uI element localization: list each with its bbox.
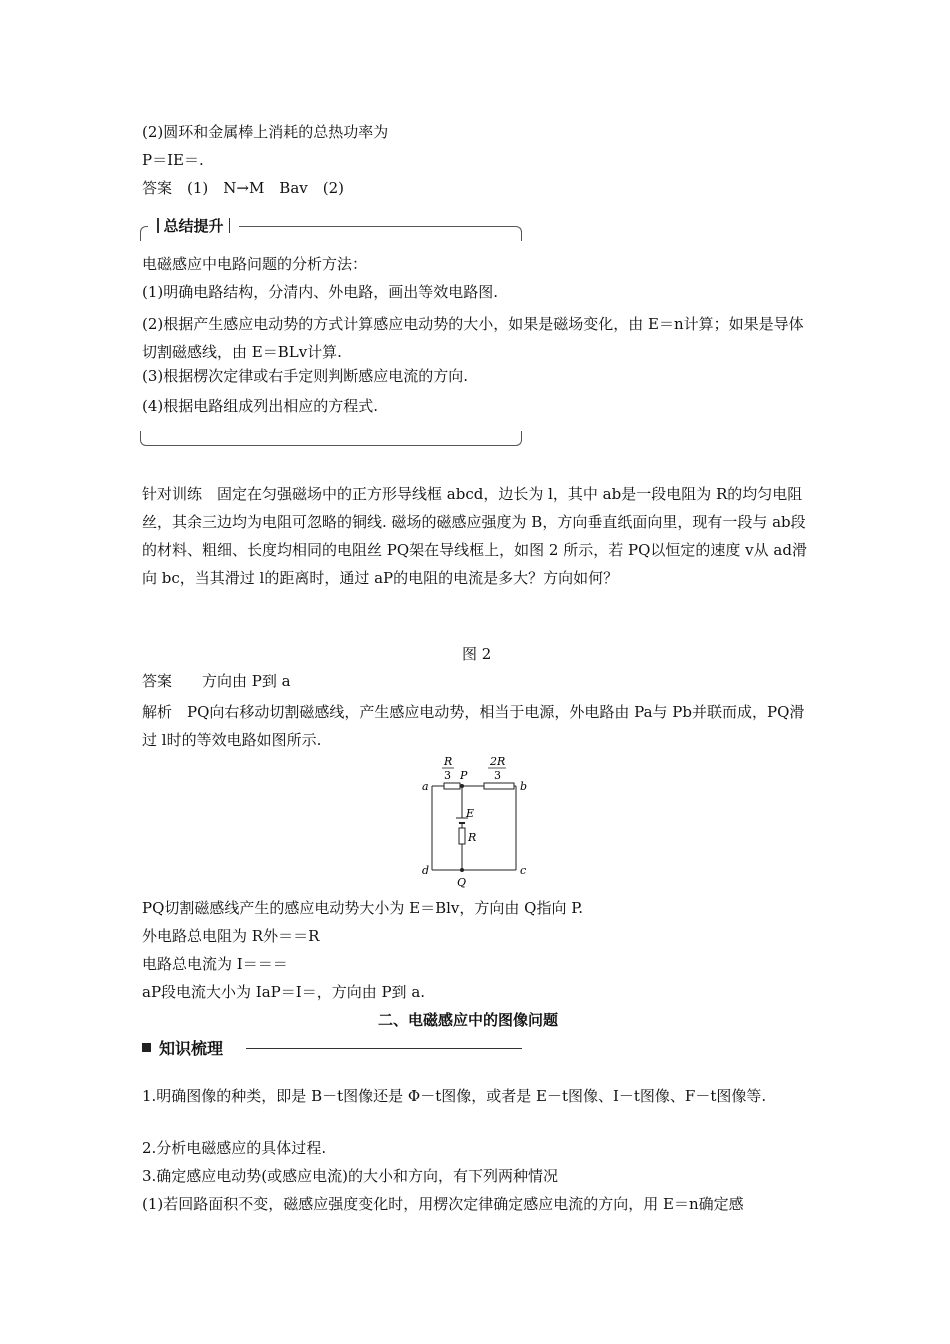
node-q-dot xyxy=(460,868,464,872)
label-internal-r: R xyxy=(468,831,477,844)
summary-box-bottom-border xyxy=(140,431,522,446)
summary-item-4: (4)根据电路组成列出相应的方程式. xyxy=(142,397,379,415)
knowledge-title: 知识梳理 xyxy=(159,1039,224,1058)
summary-intro: 电磁感应中电路问题的分析方法： xyxy=(142,255,368,273)
resistor-internal-r xyxy=(459,828,465,844)
label-r1-denominator: 3 xyxy=(444,769,451,782)
summary-title xyxy=(148,216,239,236)
resistor-r-third xyxy=(444,783,460,789)
text-line-answer-1: 答案 (1) N→M Bav (2) xyxy=(142,179,344,197)
text-line-external-resistance: 外电路总电阻为 R外＝＝R xyxy=(142,927,320,945)
square-bullet-icon xyxy=(142,1043,151,1052)
summary-item-1: (1)明确电路结构，分清内、外电路，画出等效电路图. xyxy=(142,283,499,301)
knowledge-rule xyxy=(246,1048,522,1049)
label-corner-d: d xyxy=(422,864,430,877)
training-analysis: 解析 PQ向右移动切割磁感线，产生感应电动势，相当于电源，外电路由 Pa与 Pb并联而成，PQ滑过 l时的等效电路如图所示. xyxy=(142,703,805,749)
label-corner-a: a xyxy=(422,780,429,793)
title-bar-left xyxy=(157,218,159,233)
knowledge-item-1: 1.明确图像的种类，即是 B－t图像还是 Φ－t图像，或者是 E－t图像、I－t图像、F－t图像等. xyxy=(142,1087,767,1105)
text-line-power-formula: P＝IE＝. xyxy=(142,151,204,169)
text-line-total-current: 电路总电流为 I＝＝＝ xyxy=(142,955,288,973)
knowledge-item-3: 3.确定感应电动势(或感应电流)的大小和方向，有下列两种情况 xyxy=(142,1167,559,1185)
node-p-dot xyxy=(460,784,464,788)
label-r1-numerator: R xyxy=(444,755,453,768)
label-emf-e: E xyxy=(466,807,475,820)
text-line-emf: PQ切割磁感线产生的感应电动势大小为 E＝Blv，方向由 Q指向 P. xyxy=(142,899,584,917)
knowledge-item-4: (1)若回路面积不变，磁感应强度变化时，用楞次定律确定感应电流的方向，用 E＝n确定感 xyxy=(142,1195,744,1213)
section-heading: 二、电磁感应中的图像问题 xyxy=(378,1011,559,1029)
training-problem: 针对训练 固定在匀强磁场中的正方形导线框 abcd，边长为 l，其中 ab是一段电阻为 R的均匀电阻丝，其余三边均为电阻可忽略的铜线. 磁场的磁感应强度为 B，方向垂直纸面向里，现有一段与 ab段的材料、粗细、长度均相同的电阻丝 PQ架在导线框上，如图 2 所示，若 PQ以恒定的速度 v从 ad滑向 bc，当其滑过 l的距离时，通过 aP的电阻的电流是多大？方向如何？ xyxy=(142,485,807,587)
equivalent-circuit-diagram xyxy=(418,752,538,890)
label-node-p: P xyxy=(460,769,468,782)
summary-item-2: (2)根据产生感应电动势的方式计算感应电动势的大小，如果是磁场变化，由 E＝n计算；如果是导体切割磁感线，由 E＝BLv计算. xyxy=(142,315,804,361)
summary-title-text: 总结提升 xyxy=(163,217,224,235)
figure-caption: 图 2 xyxy=(462,645,492,663)
label-node-q: Q xyxy=(457,876,467,889)
label-corner-c: c xyxy=(520,864,527,877)
label-corner-b: b xyxy=(520,780,528,793)
summary-item-3: (3)根据楞次定律或右手定则判断感应电流的方向. xyxy=(142,367,469,385)
title-bar-right xyxy=(229,218,231,233)
label-r2-denominator: 3 xyxy=(494,769,501,782)
knowledge-heading xyxy=(142,1038,223,1060)
training-answer: 答案 方向由 P到 a xyxy=(142,672,291,690)
resistor-two-r-third xyxy=(484,783,514,789)
knowledge-item-2: 2.分析电磁感应的具体过程. xyxy=(142,1139,327,1157)
text-line-heat-power: (2)圆环和金属棒上消耗的总热功率为 xyxy=(142,123,389,141)
label-r2-numerator: 2R xyxy=(490,755,506,768)
text-line-ap-current: aP段电流大小为 IaP＝I＝，方向由 P到 a. xyxy=(142,983,426,1001)
